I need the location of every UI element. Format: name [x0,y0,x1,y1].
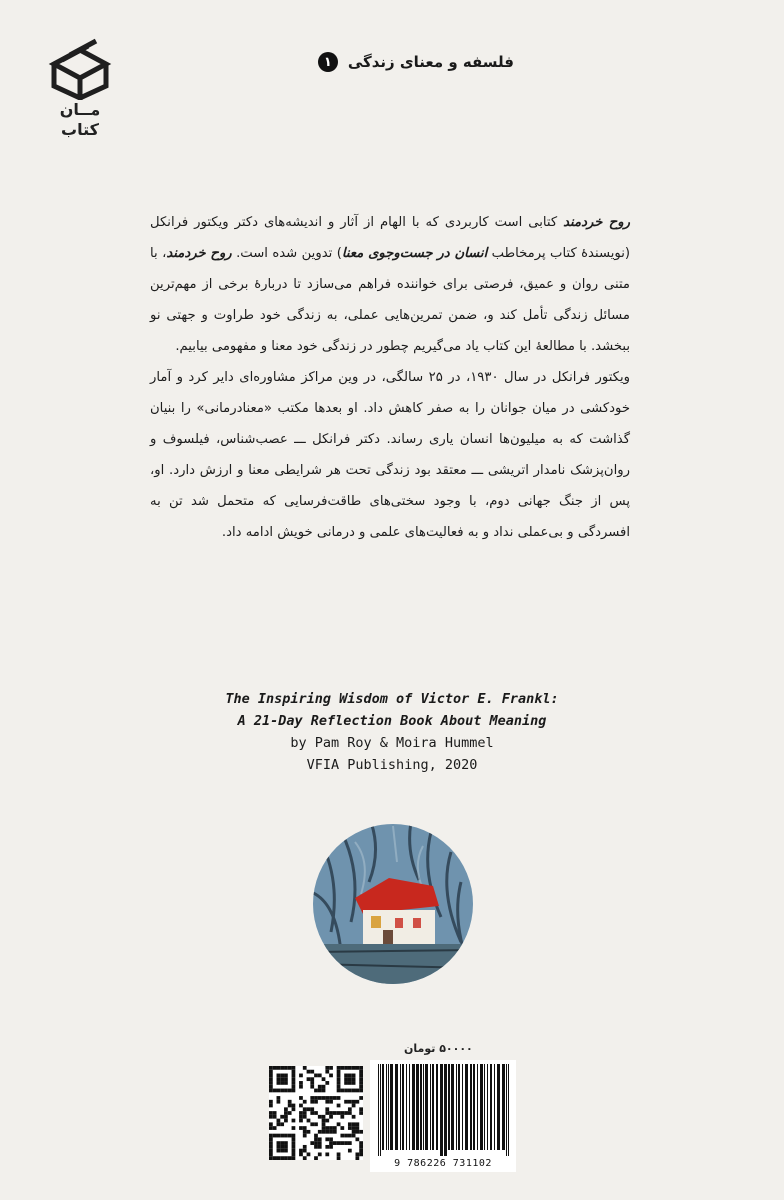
description-paragraph-1 [150,207,630,362]
series-header [318,52,514,72]
book-title-emphasis: روح خردمند [166,246,232,261]
stacked-books-icon [40,30,120,100]
description-text: ، با متنی روان و عمیق، فرصتی برای خواننده فراهم می‌سازد تا دربارهٔ برخی از مهم‌ترین مسائل زندگی تأمل کند و، ضمن تمرین‌هایی عملی، به زندگی خود طراوت و جهتی نو ببخشد. با مطالعهٔ این کتاب یاد می‌گیریم چطور در زندگی خود معنا و مفهومی بیابیم. [150,246,630,354]
publisher-name-line1: مــان [59,100,101,119]
original-authors: by Pam Roy & Moira Hummel [290,735,494,751]
description-text: کتابی است کاربردی که با الهام از آثار و اندیشه‌های دکتر ویکتور فرانکل (نویسندهٔ کتاب پرمخاطب [150,215,631,261]
original-edition-info [0,688,784,776]
series-title: فلسفه و معنای زندگی [347,53,514,71]
price-label: ۵۰۰۰۰ تومان [404,1042,473,1055]
isbn-number: 9 786226 731102 [394,1158,492,1169]
qr-code [269,1066,363,1160]
publisher-logo [40,30,120,140]
book-description [150,207,630,548]
house-painting-icon [311,822,475,986]
description-paragraph-2: ویکتور فرانکل در سال ۱۹۳۰، در ۲۵ سالگی، در وین مراکز مشاوره‌ای دایر کرد و آمار خودکشی در میان جوانان را به صفر کاهش داد. او بعدها مکتب «معنادرمانی» را بنیان گذاشت که به میلیون‌ها انسان یاری رساند. دکتر فرانکل ـــ عصب‌شناس، فیلسوف و روان‌پزشک نامدار اتریشی ـــ معتقد بود زندگی تحت هر شرایطی معنا و ارزش دارد. او، پس از جنگ جهانی دوم، با وجود سختی‌های طاقت‌فرسایی که متحمل شد تن به افسردگی و بی‌عملی نداد و به فعالیت‌های علمی و درمانی خویش ادامه داد. [150,370,630,540]
original-title-line1: The Inspiring Wisdom of Victor E. Frankl: [225,691,559,707]
original-title-line2: A 21-Day Reflection Book About Meaning [237,713,547,729]
publisher-name-line2: کتاب [61,120,99,139]
isbn-barcode [370,1060,516,1172]
description-text: ) تدوین شده است. [231,246,342,261]
book-title-emphasis: روح خردمند [563,215,630,230]
series-number-badge: ۱ [318,52,338,72]
original-publisher: VFIA Publishing, 2020 [306,757,478,773]
related-book-title: انسان در جست‌وجوی معنا [341,246,488,261]
